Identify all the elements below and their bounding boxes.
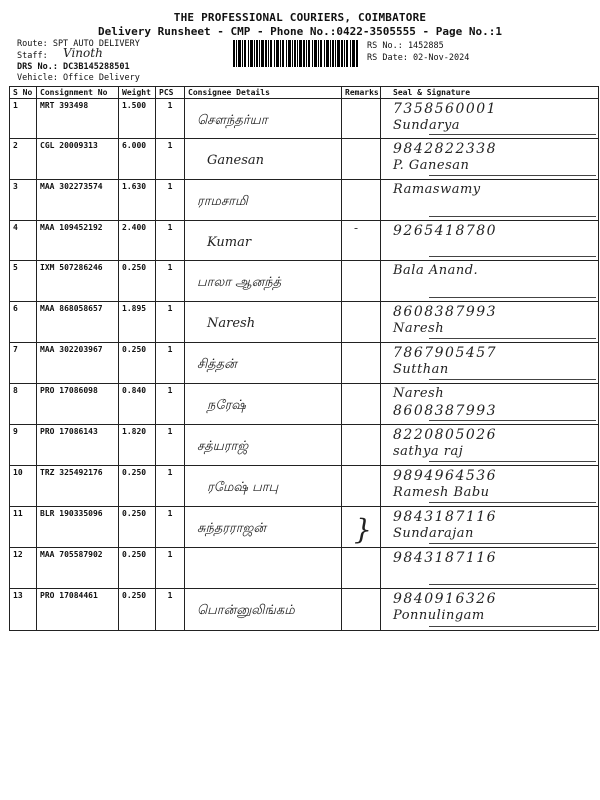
consignee-handwriting: சுந்தரராஜன்: [197, 521, 266, 536]
col-header-sno: S No: [10, 87, 37, 99]
cell-consignee: [185, 507, 342, 548]
company-title: THE PROFESSIONAL COURIERS, COIMBATORE: [173, 11, 427, 24]
cell-sno: 11: [10, 507, 37, 548]
cell-seal-signature: [381, 139, 599, 180]
cell-consignee: [185, 302, 342, 343]
cell-remarks: [342, 302, 381, 343]
cell-pcs: 1: [156, 425, 185, 466]
signature-line: [429, 338, 596, 339]
cell-weight: 0.250: [119, 343, 156, 384]
staff-signature: Vinoth: [63, 46, 103, 60]
remarks-mark: }: [354, 513, 372, 546]
seal-handwriting: 7358560001: [393, 101, 498, 117]
col-header-seal: Seal & Signature: [381, 87, 599, 99]
cell-seal-signature: [381, 589, 599, 631]
col-header-weight: Weight: [119, 87, 156, 99]
cell-consignee: [185, 180, 342, 221]
cell-consignment-no: IXM 507286246: [37, 261, 119, 302]
seal-handwriting: 9843187116: [393, 509, 498, 525]
cell-sno: 5: [10, 261, 37, 302]
signature-line: [429, 502, 596, 503]
cell-seal-signature: [381, 425, 599, 466]
col-header-pcs: PCS: [156, 87, 185, 99]
col-header-consignee: Consignee Details: [185, 87, 342, 99]
signature-line: [429, 175, 596, 176]
seal-handwriting: Sundarya: [393, 118, 461, 133]
cell-consignee: [185, 384, 342, 425]
cell-sno: 8: [10, 384, 37, 425]
cell-weight: 0.250: [119, 548, 156, 589]
cell-consignee: [185, 261, 342, 302]
cell-sno: 3: [10, 180, 37, 221]
cell-pcs: 1: [156, 589, 185, 631]
col-header-consignment: Consignment No: [37, 87, 119, 99]
consignee-handwriting: Ganesan: [207, 153, 264, 168]
seal-handwriting: P. Ganesan: [393, 158, 470, 173]
cell-pcs: 1: [156, 343, 185, 384]
cell-sno: 13: [10, 589, 37, 631]
cell-remarks: [342, 139, 381, 180]
seal-handwriting: 9894964536: [393, 468, 498, 484]
cell-pcs: 1: [156, 221, 185, 261]
consignee-handwriting: Kumar: [207, 235, 252, 250]
seal-handwriting: Ramesh Babu: [393, 485, 490, 500]
seal-handwriting: 8608387993: [393, 403, 498, 419]
cell-sno: 2: [10, 139, 37, 180]
cell-weight: 0.840: [119, 384, 156, 425]
rs-number: RS No.: 1452885: [367, 41, 444, 51]
cell-sno: 10: [10, 466, 37, 507]
consignee-handwriting: ரமேஷ் பாபு: [207, 480, 279, 495]
runsheet-table: [9, 86, 599, 631]
cell-sno: 7: [10, 343, 37, 384]
cell-weight: 1.895: [119, 302, 156, 343]
cell-weight: 1.630: [119, 180, 156, 221]
cell-consignee: [185, 139, 342, 180]
cell-remarks: [342, 548, 381, 589]
seal-handwriting: Sutthan: [393, 362, 449, 377]
cell-sno: 4: [10, 221, 37, 261]
signature-line: [429, 134, 596, 135]
cell-consignment-no: MAA 302273574: [37, 180, 119, 221]
seal-handwriting: Sundarajan: [393, 526, 474, 541]
table-row: [10, 99, 599, 139]
table-row: [10, 343, 599, 384]
vehicle-label: Vehicle: Office Delivery: [17, 73, 140, 83]
cell-consignment-no: BLR 190335096: [37, 507, 119, 548]
cell-consignment-no: MAA 302203967: [37, 343, 119, 384]
cell-consignment-no: TRZ 325492176: [37, 466, 119, 507]
table-row: [10, 261, 599, 302]
cell-remarks: [342, 261, 381, 302]
signature-line: [429, 584, 596, 585]
seal-handwriting: sathya raj: [393, 444, 464, 459]
cell-seal-signature: [381, 221, 599, 261]
signature-line: [429, 420, 596, 421]
cell-remarks: [342, 221, 381, 261]
cell-pcs: 1: [156, 507, 185, 548]
seal-handwriting: Bala Anand.: [393, 263, 479, 278]
cell-consignment-no: MAA 109452192: [37, 221, 119, 261]
cell-pcs: 1: [156, 466, 185, 507]
cell-consignment-no: PRO 17086143: [37, 425, 119, 466]
cell-seal-signature: [381, 180, 599, 221]
cell-remarks: [342, 180, 381, 221]
rs-date: RS Date: 02-Nov-2024: [367, 53, 470, 63]
seal-handwriting: 9265418780: [393, 223, 498, 239]
table-header-row: [10, 87, 599, 99]
staff-label: Staff:: [17, 51, 48, 61]
cell-seal-signature: [381, 261, 599, 302]
cell-weight: 0.250: [119, 261, 156, 302]
table-row: [10, 466, 599, 507]
cell-seal-signature: [381, 466, 599, 507]
cell-pcs: 1: [156, 261, 185, 302]
route-label: Route: SPT AUTO DELIVERY: [17, 39, 140, 49]
cell-seal-signature: [381, 384, 599, 425]
cell-sno: 6: [10, 302, 37, 343]
consignee-handwriting: சௌந்தர்யா: [197, 113, 268, 128]
consignee-handwriting: Naresh: [207, 316, 256, 331]
cell-sno: 12: [10, 548, 37, 589]
cell-consignee: [185, 589, 342, 631]
cell-weight: 0.250: [119, 466, 156, 507]
drs-number: DRS No.: DC3B145288501: [17, 62, 130, 72]
table-row: [10, 180, 599, 221]
seal-handwriting: Naresh: [393, 321, 445, 336]
seal-handwriting: Naresh: [393, 386, 445, 401]
cell-seal-signature: [381, 99, 599, 139]
seal-handwriting: 9843187116: [393, 550, 498, 566]
cell-consignment-no: MAA 868058657: [37, 302, 119, 343]
cell-seal-signature: [381, 343, 599, 384]
cell-consignment-no: MRT 393498: [37, 99, 119, 139]
signature-line: [429, 379, 596, 380]
cell-consignee: [185, 221, 342, 261]
signature-line: [429, 216, 596, 217]
seal-handwriting: 7867905457: [393, 345, 498, 361]
cell-weight: 0.250: [119, 507, 156, 548]
seal-handwriting: Ponnulingam: [393, 608, 485, 623]
barcode-icon: [233, 40, 358, 67]
cell-pcs: 1: [156, 302, 185, 343]
consignee-handwriting: நரேஷ்: [207, 398, 246, 413]
signature-line: [429, 461, 596, 462]
seal-handwriting: 8220805026: [393, 427, 498, 443]
consignee-handwriting: பொன்னுலிங்கம்: [197, 603, 295, 618]
cell-pcs: 1: [156, 548, 185, 589]
remarks-mark: -: [354, 221, 359, 235]
signature-line: [429, 256, 596, 257]
cell-pcs: 1: [156, 384, 185, 425]
cell-seal-signature: [381, 302, 599, 343]
signature-line: [429, 297, 596, 298]
table-row: [10, 548, 599, 589]
signature-line: [429, 543, 596, 544]
cell-seal-signature: [381, 507, 599, 548]
table-row: [10, 221, 599, 261]
cell-weight: 2.400: [119, 221, 156, 261]
consignee-handwriting: சத்யராஜ்: [197, 439, 249, 454]
cell-consignee: [185, 548, 342, 589]
seal-handwriting: 9842822338: [393, 141, 498, 157]
cell-weight: 6.000: [119, 139, 156, 180]
consignee-handwriting: சித்தன்: [197, 357, 237, 372]
cell-remarks: [342, 466, 381, 507]
table-row: [10, 425, 599, 466]
cell-consignee: [185, 466, 342, 507]
seal-handwriting: 8608387993: [393, 304, 498, 320]
cell-consignee: [185, 99, 342, 139]
col-header-remarks: Remarks: [342, 87, 381, 99]
table-row: [10, 507, 599, 548]
cell-weight: 0.250: [119, 589, 156, 631]
cell-sno: 1: [10, 99, 37, 139]
cell-consignment-no: PRO 17086098: [37, 384, 119, 425]
cell-consignment-no: PRO 17084461: [37, 589, 119, 631]
table-row: [10, 384, 599, 425]
cell-consignee: [185, 343, 342, 384]
table-row: [10, 302, 599, 343]
cell-weight: 1.820: [119, 425, 156, 466]
cell-consignment-no: CGL 20009313: [37, 139, 119, 180]
cell-remarks: [342, 343, 381, 384]
cell-sno: 9: [10, 425, 37, 466]
signature-line: [429, 626, 596, 627]
cell-consignment-no: MAA 705587902: [37, 548, 119, 589]
cell-remarks: [342, 507, 381, 548]
consignee-handwriting: பாலா ஆனந்த்: [197, 275, 282, 290]
cell-consignee: [185, 425, 342, 466]
table-row: [10, 139, 599, 180]
cell-weight: 1.500: [119, 99, 156, 139]
cell-pcs: 1: [156, 180, 185, 221]
cell-remarks: [342, 589, 381, 631]
consignee-handwriting: ராமசாமி: [197, 194, 248, 209]
cell-remarks: [342, 425, 381, 466]
seal-handwriting: Ramaswamy: [393, 182, 481, 197]
cell-pcs: 1: [156, 139, 185, 180]
cell-remarks: [342, 99, 381, 139]
cell-seal-signature: [381, 548, 599, 589]
seal-handwriting: 9840916326: [393, 591, 498, 607]
runsheet-subtitle: Delivery Runsheet - CMP - Phone No.:0422-3505555 - Page No.:1: [98, 25, 502, 38]
table-row: [10, 589, 599, 631]
cell-pcs: 1: [156, 99, 185, 139]
cell-remarks: [342, 384, 381, 425]
